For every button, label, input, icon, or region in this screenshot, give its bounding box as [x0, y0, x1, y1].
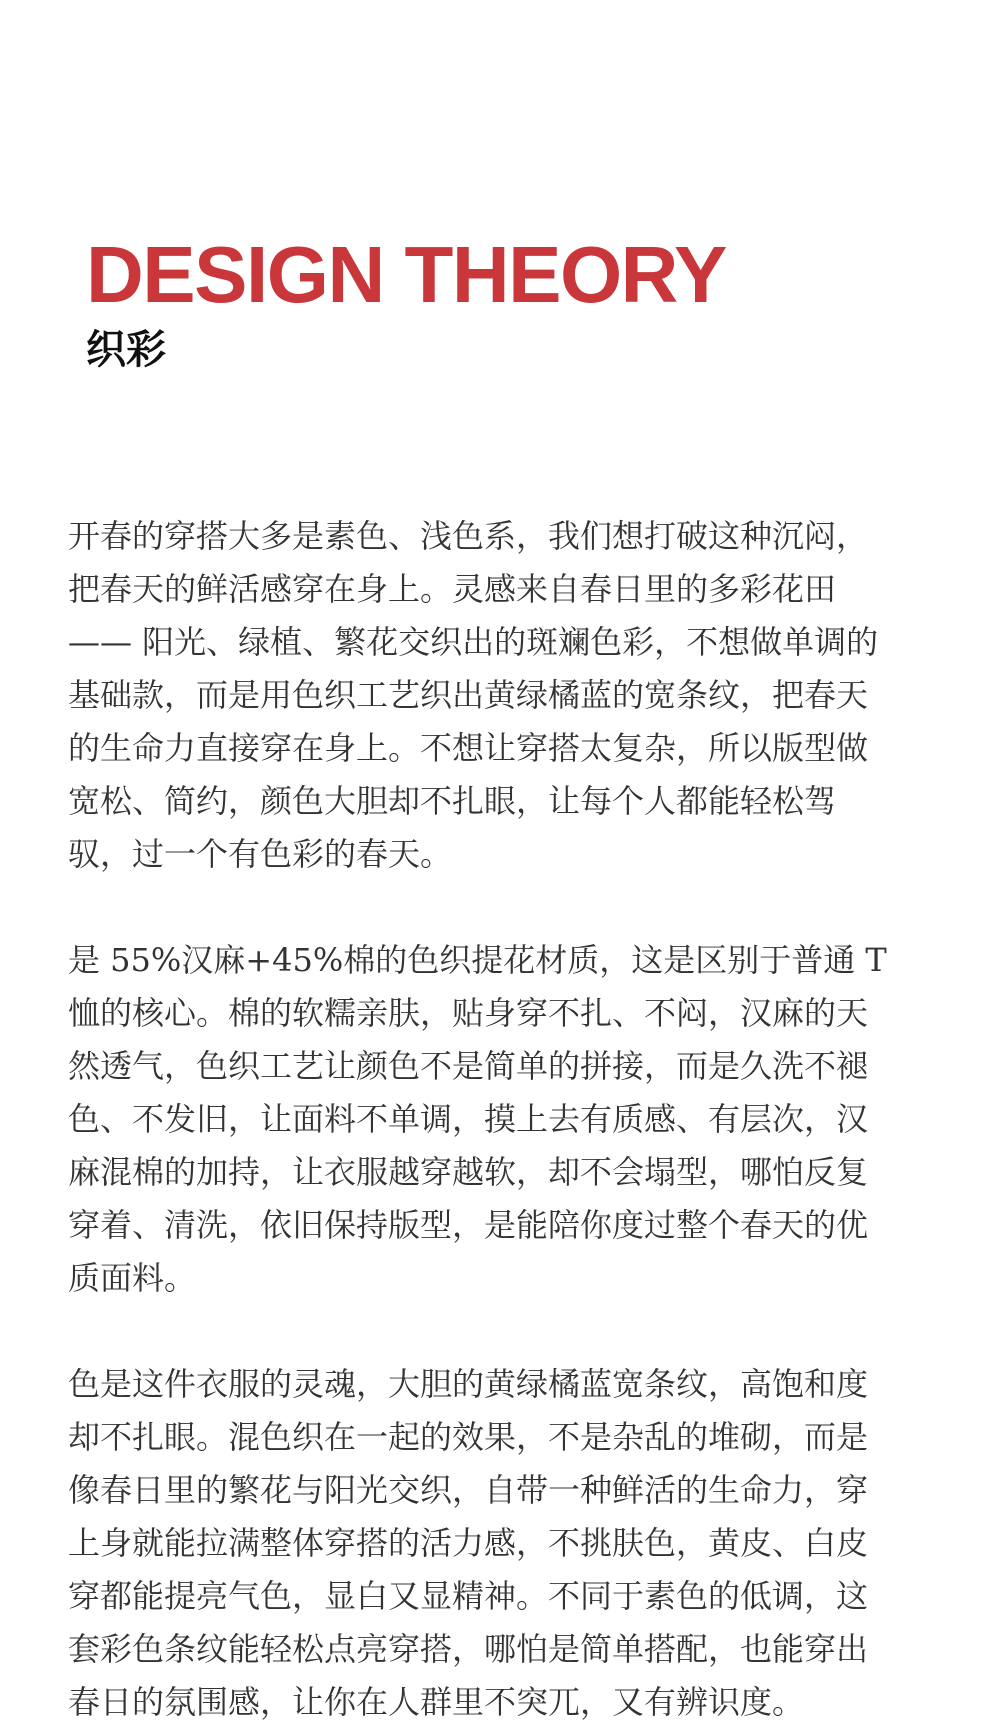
page-title-cn: 织彩	[86, 327, 166, 373]
text-line: —— 阳光、绿植、繁花交织出的斑斓色彩，不想做单调的	[68, 623, 879, 661]
text-line: 恤的核心。棉的软糯亲肤，贴身穿不扎、不闷，汉麻的天	[68, 994, 869, 1032]
text-line: 把春天的鲜活感穿在身上。灵感来自春日里的多彩花田	[68, 570, 837, 608]
article-body	[68, 510, 928, 1729]
text-line: 基础款，而是用色织工艺织出黄绿橘蓝的宽条纹，把春天	[68, 676, 869, 714]
text-line: 然透气，色织工艺让颜色不是简单的拼接，而是久洗不褪	[68, 1047, 869, 1085]
paragraph-color	[68, 1358, 928, 1729]
text-line: 套彩色条纹能轻松点亮穿搭，哪怕是简单搭配，也能穿出	[68, 1630, 869, 1668]
text-line: 上身就能拉满整体穿搭的活力感，不挑肤色，黄皮、白皮	[68, 1524, 869, 1562]
text-line: 质面料。	[68, 1259, 197, 1297]
text-line: 穿都能提亮气色，显白又显精神。不同于素色的低调，这	[68, 1577, 869, 1615]
text-line: 色、不发旧，让面料不单调，摸上去有质感、有层次，汉	[68, 1100, 869, 1138]
text-line: 春日的氛围感，让你在人群里不突兀，又有辨识度。	[68, 1683, 805, 1721]
text-line: 色是这件衣服的灵魂，大胆的黄绿橘蓝宽条纹，高饱和度	[68, 1365, 869, 1403]
text-line: 却不扎眼。混色织在一起的效果，不是杂乱的堆砌，而是	[68, 1418, 869, 1456]
text-line: 的生命力直接穿在身上。不想让穿搭太复杂，所以版型做	[68, 729, 869, 767]
paragraph-inspiration	[68, 510, 928, 881]
text-line: 麻混棉的加持，让衣服越穿越软，却不会塌型，哪怕反复	[68, 1153, 869, 1191]
text-line: 驭，过一个有色彩的春天。	[68, 835, 453, 873]
text-line: 宽松、简约，颜色大胆却不扎眼，让每个人都能轻松驾	[68, 782, 837, 820]
text-line: 穿着、清洗，依旧保持版型，是能陪你度过整个春天的优	[68, 1206, 869, 1244]
page-title-en: DESIGN THEORY	[86, 230, 726, 319]
text-line: 像春日里的繁花与阳光交织，自带一种鲜活的生命力，穿	[68, 1471, 869, 1509]
paragraph-fabric	[68, 934, 928, 1305]
text-line: 开春的穿搭大多是素色、浅色系，我们想打破这种沉闷，	[68, 517, 869, 555]
text-line: 是 55%汉麻+45%棉的色织提花材质，这是区别于普通 T	[68, 941, 887, 979]
